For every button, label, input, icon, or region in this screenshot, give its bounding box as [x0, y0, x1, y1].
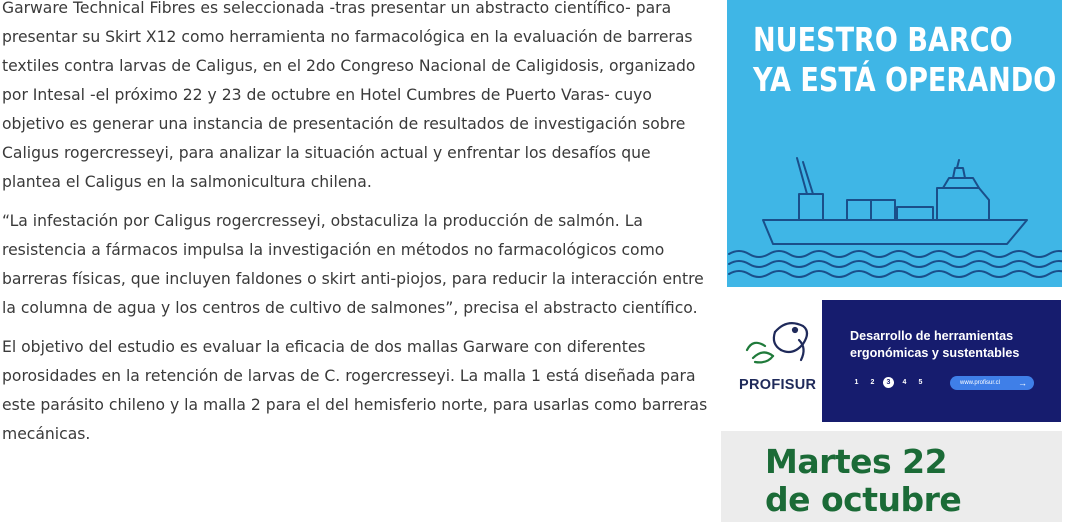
pager-dot-2[interactable]: 2 [870, 379, 875, 386]
sidebar-ads [721, 0, 1066, 522]
ad-banner-date[interactable] [721, 431, 1062, 522]
ad-date-text [765, 443, 1025, 519]
ad-banner-barco[interactable] [727, 0, 1062, 287]
profisur-headline [850, 328, 1061, 362]
article-body [2, 0, 714, 459]
article-paragraph-3: El objetivo del estudio es evaluar la eficacia de dos mallas Garware con diferentes porosidades en la retención de larvas de C. rogercresseyi. La malla 1 está diseñada para este parásito chileno y la malla 2 para el del hemisferio norte, para usarlas como barreras mecánicas. [2, 338, 708, 443]
profisur-url-button[interactable] [950, 376, 1034, 390]
ad-barco-line-1: NUESTRO BARCO [753, 20, 1013, 59]
profisur-headline-line-2: ergonómicas y sustentables [850, 346, 1020, 360]
profisur-pager [851, 377, 926, 388]
ad-date-line-2: de octubre [765, 480, 962, 519]
article-paragraph-2: “La infestación por Caligus rogercresseyi, obstaculiza la producción de salmón. La resistencia a fármacos impulsa la investigación en métodos no farmacológicos como barreras físicas, que incluyen faldones o skirt anti-piojos, para reducir la interacción entre la columna de agua y los centros de cultivo de salmones”, precisa el abstracto científico. [2, 212, 704, 317]
pager-dot-5[interactable]: 5 [918, 379, 923, 386]
pager-dot-1[interactable]: 1 [854, 379, 859, 386]
ship-icon [727, 150, 1062, 280]
pager-dot-3[interactable]: 3 [883, 377, 894, 388]
ad-date-line-1: Martes 22 [765, 442, 948, 481]
ad-banner-profisur[interactable] [727, 300, 1061, 422]
profisur-url: www.profisur.cl [960, 380, 1001, 386]
ad-barco-headline [753, 20, 1057, 100]
profisur-brand: PROFISUR [739, 377, 817, 393]
arrow-right-icon: → [1018, 378, 1027, 388]
ad-barco-line-2: YA ESTÁ OPERANDO [753, 60, 1057, 99]
profisur-fish-icon [737, 304, 827, 374]
profisur-headline-line-1: Desarrollo de herramientas [850, 329, 1014, 343]
profisur-panel [822, 300, 1061, 422]
article-paragraph-1: Garware Technical Fibres es seleccionada -tras presentar un abstracto científico- para presentar su Skirt X12 como herramienta no farmacológica en la evaluación de barreras textiles contra larvas de Caligus, en el 2do Congreso Nacional de Caligidosis, organizado por Intesal -el próximo 22 y 23 de octubre en Hotel Cumbres de Puerto Varas- cuyo objetivo es generar una instancia de presentación de resultados de investigación sobre Caligus rogercresseyi, para analizar la situación actual y enfrentar los desafíos que plantea el Caligus en la salmonicultura chilena. [2, 0, 696, 191]
pager-dot-4[interactable]: 4 [902, 379, 907, 386]
